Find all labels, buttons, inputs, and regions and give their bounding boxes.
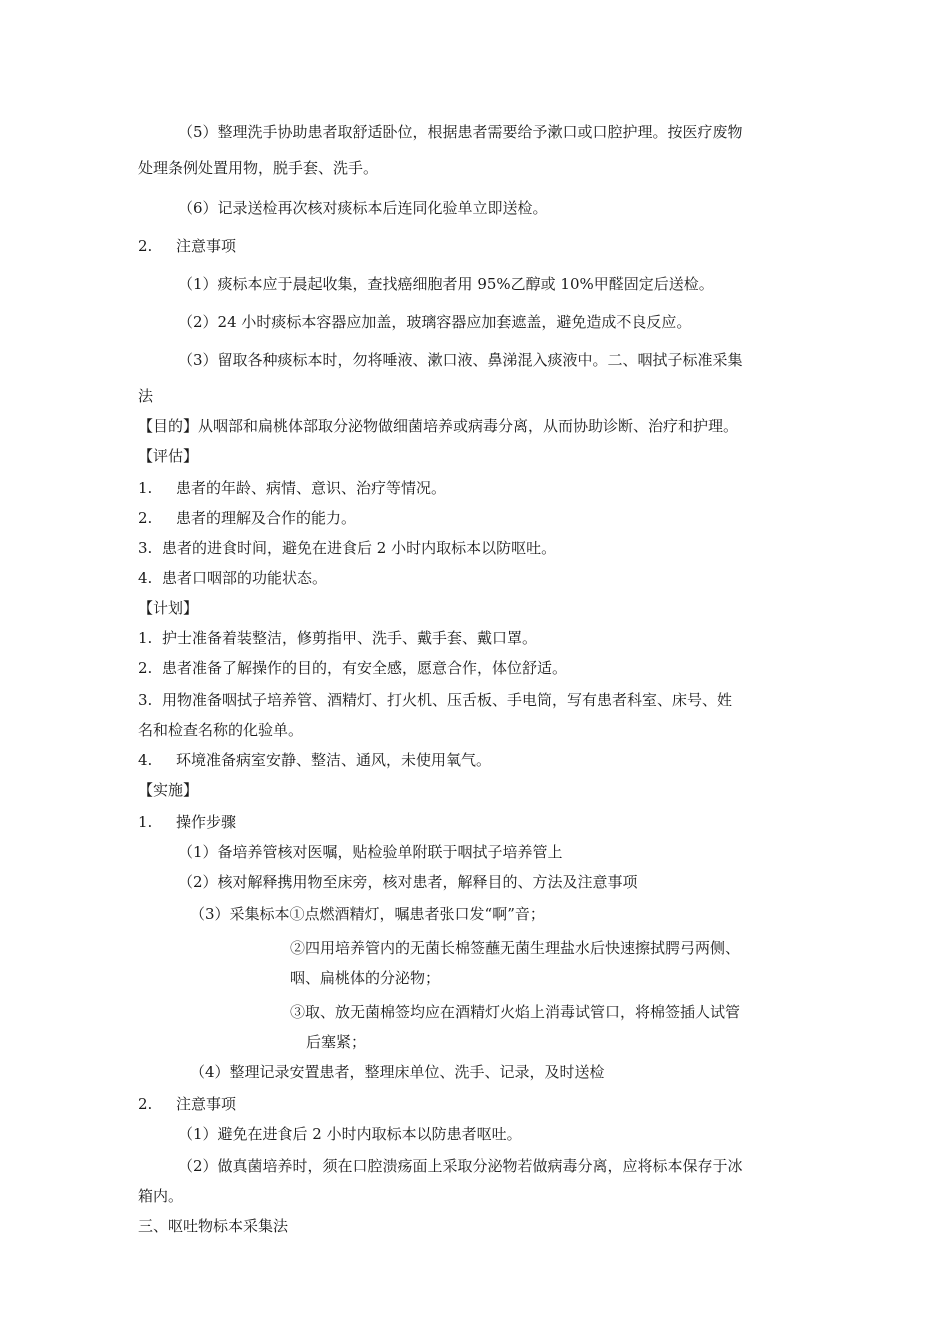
section-heading: 三、呕吐物标本采集法 [138, 1217, 289, 1235]
paragraph-line: 处理条例处置用物，脱手套、洗手。 [138, 159, 379, 177]
step-line: （2）做真菌培养时，须在口腔溃疡面上采取分泌物若做病毒分离，应将标本保存于冰 [178, 1157, 743, 1175]
paragraph-line: （2）24 小时痰标本容器应加盖，玻璃容器应加套遮盖，避免造成不良反应。 [178, 313, 692, 331]
paragraph-line: （6）记录送检再次核对痰标本后连同化验单立即送检。 [178, 199, 548, 217]
section-heading: 2. 注意事项 [138, 1095, 237, 1113]
substep-line: 咽、扁桃体的分泌物； [290, 969, 441, 987]
list-item: 3. 患者的进食时间，避免在进食后 2 小时内取标本以防呕吐。 [138, 539, 557, 557]
list-item: 1. 操作步骤 [138, 813, 237, 831]
paragraph-line: 法 [138, 387, 154, 405]
list-item: 3. 用物准备咽拭子培养管、酒精灯、打火机、压舌板、手电筒，写有患者科室、床号、姓 [138, 691, 733, 709]
list-item: 2. 患者准备了解操作的目的，有安全感，愿意合作，体位舒适。 [138, 659, 568, 677]
step-line: （1）备培养管核对医嘱，贴检验单附联于咽拭子培养管上 [178, 843, 563, 861]
paragraph-line: 箱内。 [138, 1187, 184, 1205]
list-item-continuation: 名和检查名称的化验单。 [138, 721, 304, 739]
substep-line: ②四用培养管内的无菌长棉签蘸无菌生理盐水后快速擦拭腭弓两侧、 [290, 939, 741, 957]
section-label: 【实施】 [138, 781, 199, 799]
substep-line: ③取、放无菌棉签均应在酒精灯火焰上消毒试管口，将棉签插人试管 [290, 1003, 741, 1021]
list-item: 1. 患者的年龄、病情、意识、治疗等情况。 [138, 479, 447, 497]
list-item: 1. 护士准备着装整洁，修剪指甲、洗手、戴手套、戴口罩。 [138, 629, 538, 647]
paragraph-line: （1）痰标本应于晨起收集，查找癌细胞者用 95%乙醇或 10%甲醛固定后送检。 [178, 275, 714, 293]
step-line: （4）整理记录安置患者，整理床单位、洗手、记录，及时送检 [190, 1063, 605, 1081]
section-label: 【计划】 [138, 599, 199, 617]
paragraph-line: （5）整理洗手协助患者取舒适卧位，根据患者需要给予漱口或口腔护理。按医疗废物 [178, 123, 743, 141]
list-item: 4. 环境准备病室安静、整洁、通风，未使用氧气。 [138, 751, 492, 769]
list-item: 2. 患者的理解及合作的能力。 [138, 509, 357, 527]
step-line: （3）采集标本①点燃酒精灯，嘱患者张口发“啊”音； [190, 905, 545, 923]
step-line: （2）核对解释携用物至床旁，核对患者，解释目的、方法及注意事项 [178, 873, 638, 891]
substep-line: 后塞紧； [306, 1033, 367, 1051]
paragraph-line: 【目的】从咽部和扁桃体部取分泌物做细菌培养或病毒分离，从而协助诊断、治疗和护理。 [138, 417, 739, 435]
step-line: （1）避免在进食后 2 小时内取标本以防患者呕吐。 [178, 1125, 522, 1143]
paragraph-line: （3）留取各种痰标本时，勿将唾液、漱口液、鼻涕混入痰液中。二、咽拭子标准采集 [178, 351, 743, 369]
section-label: 【评估】 [138, 447, 199, 465]
section-heading: 2. 注意事项 [138, 237, 237, 255]
list-item: 4. 患者口咽部的功能状态。 [138, 569, 328, 587]
